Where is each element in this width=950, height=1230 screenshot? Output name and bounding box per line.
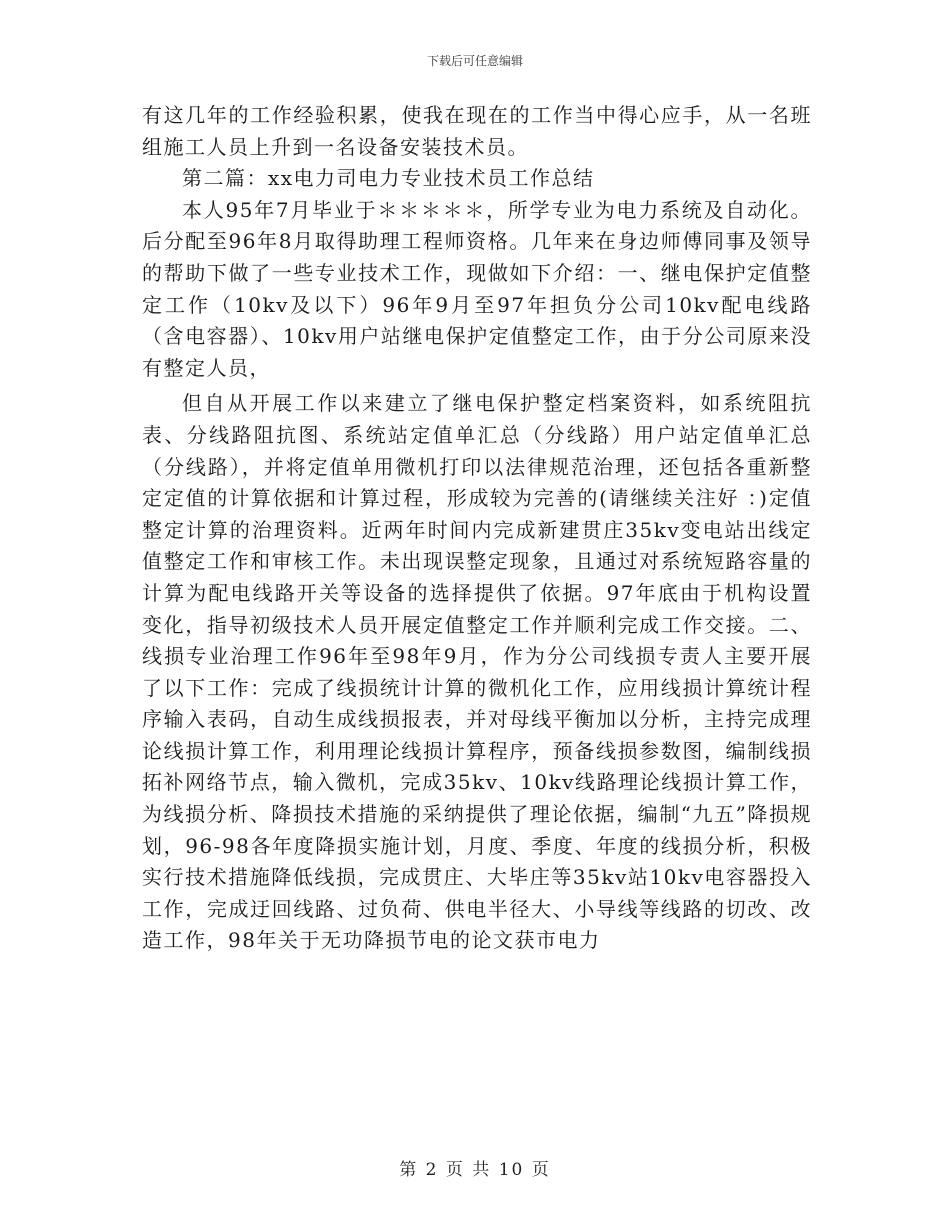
- page-number: 第 2 页 共 10 页: [399, 1160, 551, 1180]
- page-header-note: 下载后可任意编辑: [426, 54, 523, 68]
- paragraph-main: 但自从开展工作以来建立了继电保护整定档案资料，如系统阻抗表、分线路阻抗图、系统站定值单汇总（分线路）用户站定值单汇总（分线路），并将定值单用微机打印以法律规范治理，还包括各重新整定定值的计算依据和计算过程，形成较为完善的(请继续关注好 ：)定值整定计算的治理资料。近两年时间内完成新建贯庄35kv变电站出线定值整定工作和审核工作。未出现误整定现象，且通过对系统短路容量的计算为配电线路开关等设备的选择提供了依据。97年底由于机构设置变化，指导初级技术人员开展定值整定工作并顺利完成工作交接。二、线损专业治理工作96年至98年9月，作为分公司线损专责人主要开展了以下工作：完成了线损统计计算的微机化工作，应用线损计算统计程序输入表码，自动生成线损报表，并对母线平衡加以分析，主持完成理论线损计算工作，利用理论线损计算程序，预备线损参数图，编制线损拓补网络节点，输入微机，完成35kv、10kv线路理论线损计算工作，为线损分析、降损技术措施的采纳提供了理论依据，编制“九五”降损规划，96-98各年度降损实施计划，月度、季度、年度的线损分析，积极实行技术措施降低线损，完成贯庄、大毕庄等35kv站10kv电容器投入工作，完成迂回线路、过负荷、供电半径大、小导线等线路的切改、改造工作，98年关于无功降损节电的论文获市电力: [142, 391, 812, 953]
- document-body: [142, 100, 812, 957]
- paragraph-intro: 本人95年7月毕业于＊＊＊＊＊，所学专业为电力系统及自动化。后分配至96年8月取得助理工程师资格。几年来在身边师傅同事及领导的帮助下做了一些专业技术工作，现做如下介绍：一、继电保护定值整定工作（10kv及以下）96年9月至97年担负分公司10kv配电线路（含电容器）、10kv用户站继电保护定值整定工作，由于分公司原来没有整定人员，: [142, 197, 812, 380]
- paragraph-continuation: 有这几年的工作经验积累，使我在现在的工作当中得心应手，从一名班组施工人员上升到一名设备安装技术员。: [142, 103, 812, 159]
- section-heading: 第二篇：xx电力司电力专业技术员工作总结: [182, 166, 595, 191]
